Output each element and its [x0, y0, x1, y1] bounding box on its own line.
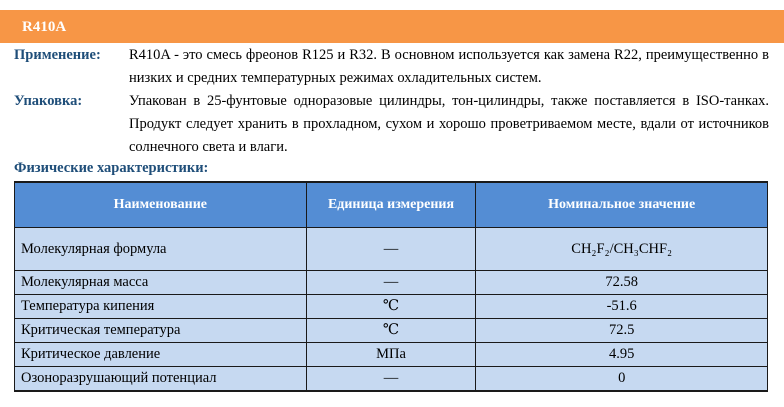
- row-value: -51.6: [476, 295, 768, 319]
- table-header-row: [15, 182, 768, 228]
- header-value: Номинальное значение: [476, 182, 768, 228]
- row-unit: ℃: [306, 319, 476, 343]
- title-bar: [0, 10, 784, 43]
- table-row: [15, 343, 768, 367]
- row-unit: ℃: [306, 295, 476, 319]
- row-name: Критическое давление: [15, 343, 307, 367]
- row-value: 0: [476, 367, 768, 392]
- row-value: 72.5: [476, 319, 768, 343]
- packaging-text: Упакован в 25-фунтовые одноразовые цилиндры, тон-цилиндры, также поставляется в ISO-танках. Продукт следует хранить в прохладном, сухом и хорошо проветриваемом месте, вдали от источников солнечного света и влаги.: [129, 93, 769, 155]
- physical-properties-title: Физические характеристики:: [14, 160, 209, 176]
- application-label: Применение:: [14, 47, 101, 63]
- row-unit: —: [306, 271, 476, 295]
- row-unit: —: [306, 367, 476, 392]
- row-name: Молекулярная формула: [15, 228, 307, 271]
- application-text: R410A - это смесь фреонов R125 и R32. В основном используется как замена R22, преимущественно в низких и средних температурных режимах охладительных систем.: [129, 47, 769, 86]
- row-name: Температура кипения: [15, 295, 307, 319]
- packaging-label: Упаковка:: [14, 93, 83, 109]
- row-value: 72.58: [476, 271, 768, 295]
- row-name: Озоноразрушающий потенциал: [15, 367, 307, 392]
- header-unit: Единица измерения: [306, 182, 476, 228]
- table-row: [15, 271, 768, 295]
- row-name: Молекулярная масса: [15, 271, 307, 295]
- physical-properties-table: [14, 181, 768, 392]
- table-row: [15, 295, 768, 319]
- row-value: CH₂F₂/CH₃CHF₂: [476, 228, 768, 271]
- row-unit: —: [306, 228, 476, 271]
- page-title: R410A: [22, 19, 67, 35]
- row-name: Критическая температура: [15, 319, 307, 343]
- row-value: 4.95: [476, 343, 768, 367]
- header-name: Наименование: [15, 182, 307, 228]
- table-row: [15, 319, 768, 343]
- row-unit: МПа: [306, 343, 476, 367]
- table-row: [15, 367, 768, 392]
- table-row: [15, 228, 768, 271]
